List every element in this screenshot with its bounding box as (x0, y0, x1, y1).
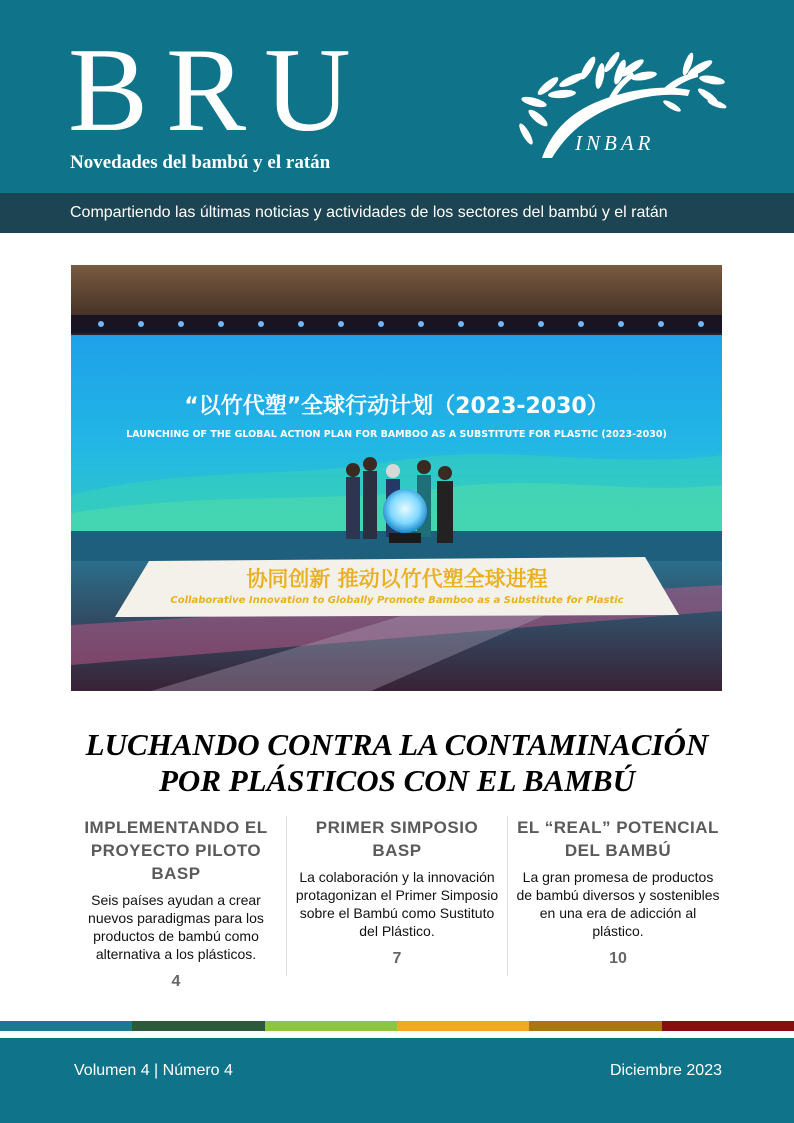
article-description: Seis países ayudan a crear nuevos paradigmas para los productos de bambú como alternativa a los plásticos. (88, 892, 264, 962)
cover-headline (0, 727, 794, 799)
article-description: La colaboración y la innovación protagonizan el Primer Simposio sobre el Bambú como Sustituto del Plástico. (295, 869, 499, 939)
inbar-logo-text: INBAR (575, 131, 655, 155)
tagline-bar (0, 193, 794, 233)
issue-date: Diciembre 2023 (609, 1062, 722, 1079)
article-description: La gran promesa de productos de bambú diversos y sostenibles en una era de adicción al plástico. (516, 869, 720, 939)
headline-line-2: POR PLÁSTICOS CON EL BAMBÚ (159, 763, 635, 798)
color-stripe (0, 1021, 794, 1031)
article-title: IMPLEMENTANDO EL PROYECTO PILOTO BASP (84, 818, 268, 883)
article-title: EL “REAL” POTENCIAL DEL BAMBÚ (517, 818, 719, 860)
article-title: PRIMER SIMPOSIO BASP (315, 818, 479, 860)
footer (0, 1038, 794, 1123)
floor-banner-en: Collaborative Innovation to Globally Promote Bamboo as a Substitute for Plastic (170, 595, 624, 606)
tagline: Compartiendo las últimas noticias y actividades de los sectores del bambú y el ratán (70, 204, 668, 221)
masthead (0, 0, 794, 193)
stripe-segment (662, 1021, 794, 1031)
article-teaser[interactable] (66, 816, 286, 990)
screen-title-zh: “以竹代塑”全球行动计划（2023-2030） (184, 394, 609, 419)
article-teaser[interactable] (286, 816, 507, 976)
stripe-segment (397, 1021, 529, 1031)
stripe-segment (265, 1021, 397, 1031)
stripe-segment (0, 1021, 132, 1031)
screen-title-en: LAUNCHING OF THE GLOBAL ACTION PLAN FOR BAMBOO AS A SUBSTITUTE FOR PLASTIC (2023-2030) (126, 429, 667, 440)
cover-photo (71, 265, 722, 691)
article-teasers (66, 816, 728, 990)
floor-banner-zh: 协同创新 推动以竹代塑全球进程 (246, 567, 548, 591)
issue-number: Volumen 4 | Número 4 (74, 1062, 233, 1079)
brand-title: BRU (68, 23, 369, 156)
stripe-segment (529, 1021, 661, 1031)
article-page-number: 10 (609, 950, 627, 967)
article-page-number: 4 (171, 973, 181, 990)
glowing-globe (383, 489, 427, 533)
article-page-number: 7 (392, 950, 402, 967)
brand-subtitle: Novedades del bambú y el ratán (70, 152, 331, 173)
headline-line-1: LUCHANDO CONTRA LA CONTAMINACIÓN (85, 727, 709, 762)
article-teaser[interactable] (507, 816, 728, 976)
stripe-segment (132, 1021, 264, 1031)
